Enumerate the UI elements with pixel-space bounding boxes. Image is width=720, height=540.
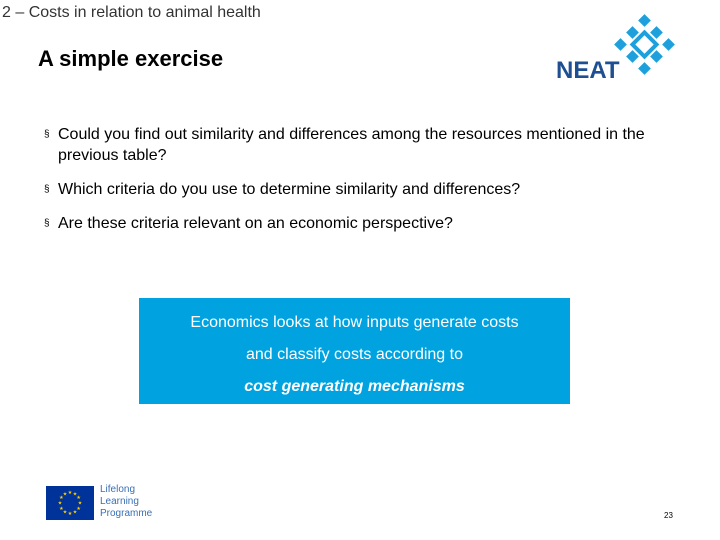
- svg-text:★: ★: [77, 500, 83, 507]
- page-number: 23: [664, 511, 673, 520]
- llp-line: Learning: [100, 496, 139, 507]
- callout-line: and classify costs according to: [246, 346, 463, 363]
- svg-text:★: ★: [62, 491, 68, 498]
- bullet-marker: §: [44, 218, 50, 229]
- svg-text:★: ★: [72, 491, 78, 498]
- bullet-marker: §: [44, 184, 50, 195]
- lifelong-learning-text: [100, 484, 152, 520]
- bullet-text: Could you find out similarity and differences among the resources mentioned in the previous table?: [58, 126, 645, 164]
- svg-text:★: ★: [76, 506, 81, 512]
- svg-text:★: ★: [67, 511, 73, 517]
- section-header: 2 – Costs in relation to animal health: [2, 4, 261, 21]
- callout-box: [139, 298, 570, 404]
- callout-emphasis: cost generating mechanisms: [244, 378, 465, 395]
- svg-text:★: ★: [57, 500, 63, 507]
- svg-text:★: ★: [62, 509, 68, 516]
- eu-flag-icon: [46, 486, 94, 520]
- bullet-item: [44, 124, 684, 166]
- neat-logo: [548, 14, 678, 84]
- bullet-list: [44, 124, 684, 247]
- callout-line: Economics looks at how inputs generate costs: [190, 314, 519, 331]
- svg-text:★: ★: [72, 509, 78, 516]
- bullet-item: [44, 179, 684, 200]
- bullet-marker: §: [44, 129, 50, 140]
- llp-line: Programme: [100, 508, 153, 519]
- bullet-text: Are these criteria relevant on an economic perspective?: [58, 215, 453, 232]
- svg-text:★: ★: [59, 495, 64, 501]
- svg-text:★: ★: [76, 495, 81, 501]
- lifelong-learning-logo: [46, 484, 186, 522]
- neat-logo-icon: [548, 14, 678, 84]
- bullet-text: Which criteria do you use to determine similarity and differences?: [58, 181, 521, 198]
- bullet-item: [44, 213, 684, 234]
- llp-line: Lifelong: [100, 484, 136, 495]
- neat-logo-text: NEAT: [556, 57, 620, 84]
- svg-text:★: ★: [67, 490, 73, 496]
- slide-title: A simple exercise: [38, 46, 224, 71]
- svg-text:★: ★: [59, 506, 64, 512]
